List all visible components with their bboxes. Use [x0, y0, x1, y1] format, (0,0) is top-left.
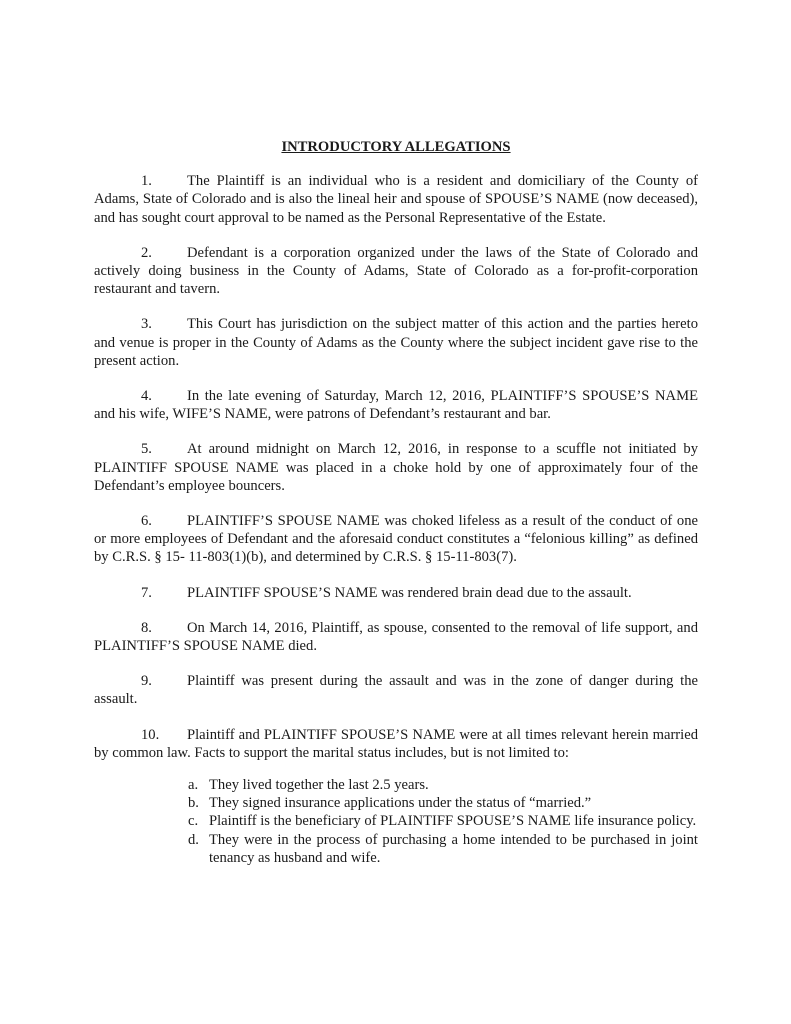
paragraph-number: 7.	[141, 584, 152, 601]
list-item-text: They were in the process of purchasing a home intended to be purchased in joint tenancy as husband and wife.	[209, 831, 698, 866]
paragraph-8	[94, 619, 698, 655]
list-item-text: They lived together the last 2.5 years.	[209, 777, 429, 794]
section-heading: INTRODUCTORY ALLEGATIONS	[281, 139, 511, 155]
list-item	[188, 812, 698, 830]
list-item-letter: c.	[188, 813, 199, 830]
paragraph-number: 8.	[141, 619, 152, 636]
paragraph-9	[94, 672, 698, 708]
list-item-text: Plaintiff is the beneficiary of PLAINTIFF SPOUSE’S NAME life insurance policy.	[209, 813, 697, 830]
list-item-text: They signed insurance applications under the status of “married.”	[209, 795, 592, 812]
paragraph-1	[94, 172, 698, 227]
paragraph-text: Plaintiff was present during the assault and was in the zone of danger during the assault.	[94, 673, 698, 708]
paragraph-7	[94, 584, 698, 602]
paragraph-text: The Plaintiff is an individual who is a resident and domiciliary of the County of Adams, State of Colorado and is also the lineal heir and spouse of SPOUSE’S NAME (now deceased), and has sought court approval to be named as the Personal Representative of the Estate.	[94, 173, 698, 226]
paragraph-text: Plaintiff and PLAINTIFF SPOUSE’S NAME were at all times relevant herein married by common law. Facts to support the marital status includes, but is not limited to:	[94, 726, 698, 761]
list-item	[188, 776, 698, 794]
paragraph-number: 6.	[141, 513, 152, 530]
paragraph-number: 4.	[141, 388, 152, 405]
paragraph-text: At around midnight on March 12, 2016, in response to a scuffle not initiated by PLAINTIFF SPOUSE NAME was placed in a choke hold by one of approximately four of the Defendant’s employee bouncers.	[94, 441, 698, 494]
document-page	[94, 138, 698, 867]
paragraph-text: PLAINTIFF’S SPOUSE NAME was choked lifeless as a result of the conduct of one or more employees of Defendant and the aforesaid conduct constitutes a “felonious killing” as defined by C.R.S. § 15- 11-803(1)(b), and determined by C.R.S. § 15-11-803(7).	[94, 513, 698, 566]
paragraph-text: PLAINTIFF SPOUSE’S NAME was rendered brain dead due to the assault.	[187, 584, 632, 601]
paragraph-number: 9.	[141, 673, 152, 690]
paragraph-text: In the late evening of Saturday, March 12, 2016, PLAINTIFF’S SPOUSE’S NAME and his wife, WIFE’S NAME, were patrons of Defendant’s restaurant and bar.	[94, 388, 698, 423]
list-item-letter: d.	[188, 831, 199, 848]
paragraph-5	[94, 440, 698, 495]
paragraph-6	[94, 512, 698, 567]
list-item-letter: b.	[188, 795, 199, 812]
paragraph-10	[94, 726, 698, 762]
list-item	[188, 831, 698, 867]
list-item-letter: a.	[188, 777, 199, 794]
paragraph-3	[94, 315, 698, 370]
paragraph-number: 5.	[141, 441, 152, 458]
paragraph-text: This Court has jurisdiction on the subject matter of this action and the parties hereto and venue is proper in the County of Adams as the County where the subject incident gave rise to the present action.	[94, 316, 698, 369]
paragraph-number: 10.	[141, 726, 160, 743]
paragraph-number: 3.	[141, 316, 152, 333]
paragraph-text: On March 14, 2016, Plaintiff, as spouse, consented to the removal of life support, and PLAINTIFF’S SPOUSE NAME died.	[94, 619, 698, 655]
paragraph-2	[94, 244, 698, 299]
paragraph-4	[94, 387, 698, 423]
paragraph-number: 2.	[141, 244, 152, 261]
marital-facts-list	[188, 776, 698, 867]
paragraph-text: Defendant is a corporation organized under the laws of the State of Colorado and actively doing business in the County of Adams, State of Colorado as a for-profit-corporation restaurant and tavern.	[94, 244, 698, 298]
list-item	[188, 794, 698, 812]
paragraph-number: 1.	[141, 173, 152, 190]
